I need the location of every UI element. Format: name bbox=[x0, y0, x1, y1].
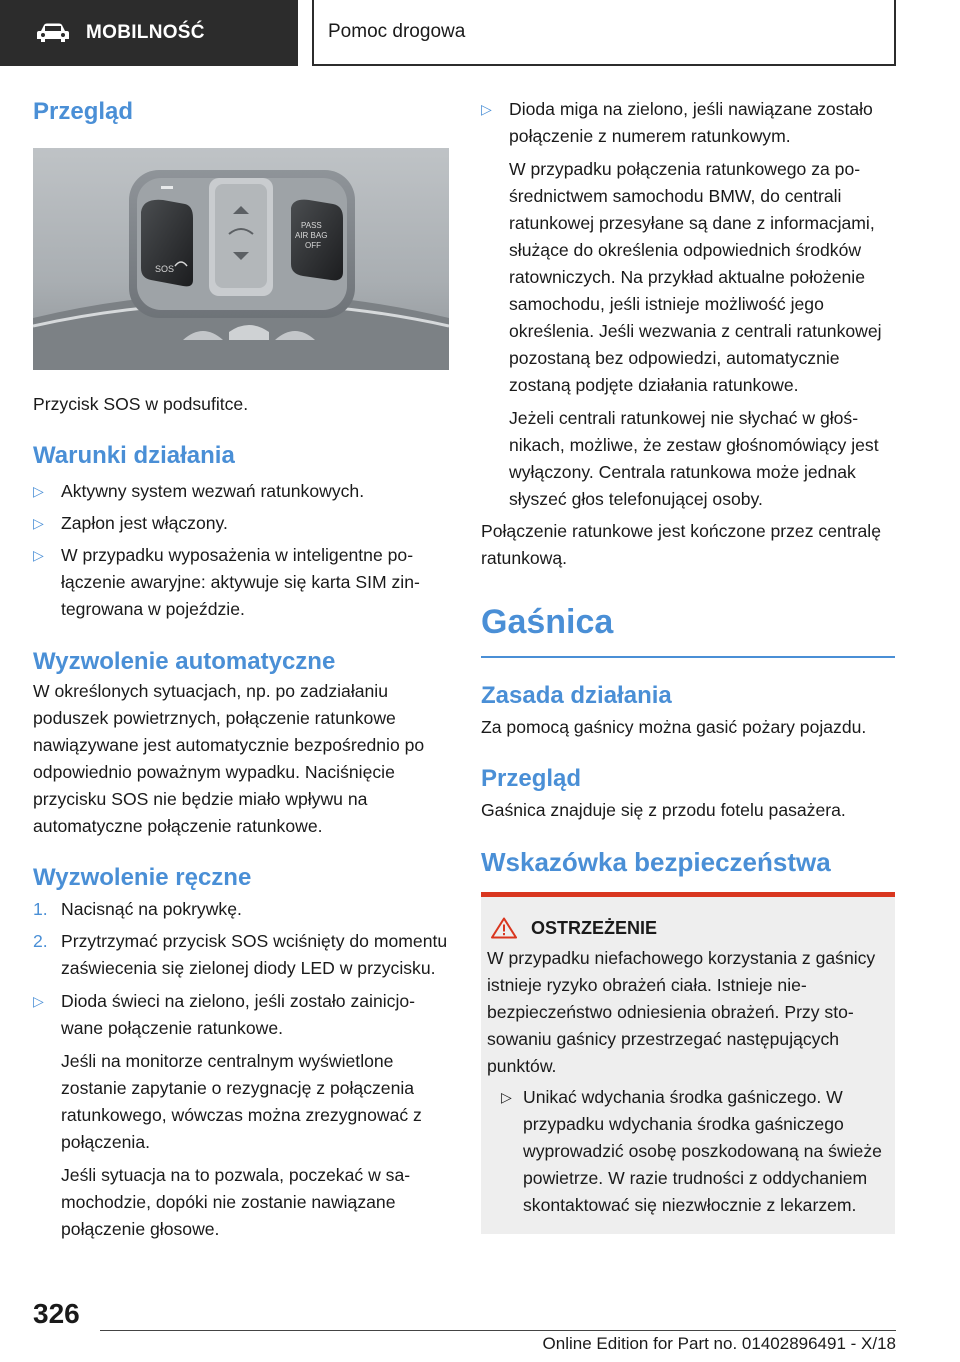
right-column bbox=[481, 96, 895, 1234]
left-column bbox=[33, 96, 449, 1248]
chapter-title: Pomoc drogowa bbox=[312, 0, 896, 66]
list-item: 1. Nacisnąć na pokrywkę. bbox=[33, 899, 242, 919]
car-icon bbox=[36, 22, 70, 44]
extinguisher-heading: Gaśnica bbox=[481, 603, 614, 641]
edition-text: Online Edition for Part no. 01402896491 - X/18 bbox=[542, 1334, 896, 1353]
section-tab[interactable] bbox=[0, 0, 298, 66]
triangle-bullet-icon: ▷ bbox=[33, 515, 44, 531]
list-item: ▷ Dioda miga na zielono, jeśli nawiązane zostało połączenie z numerem ratunkowym. W przypadku połączenia ratunkowego za pośrednictwem samochodu BMW, do centrali ratunkowej przesyłane są dane z informacjami, służące do określenia odpowiednich środków ratowniczych. Na przykład aktualne położenie samochodu, jeśli istnieje możliwość jego określenia. Jeśli wezwania z centrali ratunkowej pozostaną bez odpowiedzi, automatycznie zostaną podjęte działania ratunkowe. Jeżeli centrali ratunkowej nie słychać w głośnikach, możliwe, że zestaw głośnomówiący jest wyłączony. Centrala ratunkowa może jednak słyszeć głos telefonującej osoby. bbox=[481, 96, 895, 513]
principle-heading: Zasada działania bbox=[481, 682, 672, 709]
svg-text:PASS: PASS bbox=[301, 221, 322, 230]
overview-heading: Przegląd bbox=[33, 98, 134, 125]
manual-trigger-heading: Wyzwolenie ręczne bbox=[33, 864, 252, 891]
list-item: ▷ Dioda świeci na zielono, jeśli zostało zainicjowane połączenie ratunkowe. Jeśli na monitorze centralnym wyświetlone zostanie zapytanie o rezygnację z połączenia ratunkowego, wówczas można zrezygnować z połączenia. Jeśli sytuacja na to pozwala, poczekać w samochodzie, dopóki nie zostanie nawiązane połączenie głosowe. bbox=[33, 988, 449, 1243]
figure-caption: Przycisk SOS w podsufitce. bbox=[33, 394, 249, 414]
warning-triangle-icon bbox=[491, 917, 517, 939]
auto-trigger-heading: Wyzwolenie automatyczne bbox=[33, 648, 336, 675]
list-item: ▷ Aktywny system wezwań ratunkowych. bbox=[33, 478, 449, 505]
triangle-bullet-icon: ▷ bbox=[33, 483, 44, 499]
triangle-bullet-icon: ▷ bbox=[33, 547, 44, 563]
principle-text: Za pomocą gaśnicy można gasić pożary pojazdu. bbox=[481, 717, 867, 737]
footer-rule bbox=[100, 1330, 896, 1331]
warning-box bbox=[481, 892, 895, 1234]
svg-text:AIR BAG: AIR BAG bbox=[295, 231, 328, 240]
overview-heading-2: Przegląd bbox=[481, 765, 582, 792]
conditions-heading: Warunki działania bbox=[33, 442, 235, 469]
safety-heading: Wskazówka bezpieczeństwa bbox=[481, 847, 831, 877]
overview-text: Gaśnica znajduje się z przodu fotelu pasażera. bbox=[481, 800, 846, 820]
page-header bbox=[0, 0, 960, 68]
warning-text: W przypadku niefachowego korzystania z gaśnicy istnieje ryzyko obrażeń ciała. Istnieje niebezpieczeństwo odniesienia obrażeń. Przy stosowaniu gaśnicy przestrzegać następujących punktów. bbox=[487, 948, 876, 1076]
auto-trigger-text: W określonych sytuacjach, np. po zadziałaniu poduszek powietrznych, połączenie ratunkowe nawiązywane jest automatycznie bezpośrednio po odpowiednio poważnym wypadku. Naciśnięcie przycisku SOS nie będzie miało wpływu na automatyczne połączenie ratunkowe. bbox=[33, 681, 425, 836]
manual-steps-list bbox=[33, 896, 449, 982]
sos-button-figure bbox=[33, 148, 449, 370]
triangle-bullet-icon: ▷ bbox=[501, 1089, 512, 1105]
svg-text:OFF: OFF bbox=[305, 241, 321, 250]
section-label: MOBILNOŚĆ bbox=[86, 22, 205, 43]
list-item: ▷ Zapłon jest włączony. bbox=[33, 510, 449, 537]
triangle-bullet-icon: ▷ bbox=[33, 993, 44, 1009]
svg-text:SOS: SOS bbox=[155, 264, 175, 274]
conditions-list bbox=[33, 478, 449, 623]
warning-title: OSTRZEŻENIE bbox=[491, 915, 889, 941]
blink-status-list bbox=[481, 96, 895, 513]
heading-rule bbox=[481, 656, 895, 658]
triangle-bullet-icon: ▷ bbox=[481, 101, 492, 117]
end-call-text: Połączenie ratunkowe jest kończone przez centralę ratunkową. bbox=[481, 521, 881, 568]
led-status-list bbox=[33, 988, 449, 1243]
list-item: ▷ W przypadku wyposażenia w inteligentne połączenie awaryjne: aktywuje się karta SIM zintegrowana w pojeździe. bbox=[33, 542, 449, 623]
warning-list bbox=[487, 1084, 889, 1219]
page-number: 326 bbox=[33, 1298, 80, 1329]
list-item: 2. Przytrzymać przycisk SOS wciśnięty do momentu zaświecenia się zielonej diody LED w przycisku. bbox=[33, 931, 448, 978]
list-item: ▷ Unikać wdychania środka gaśniczego. W przypadku wdychania środka gaśniczego wyprowadzić osobę poszkodowaną na świeże powietrze. W razie trudności z oddychaniem skontaktować się niezwłocznie z lekarzem. bbox=[487, 1084, 889, 1219]
